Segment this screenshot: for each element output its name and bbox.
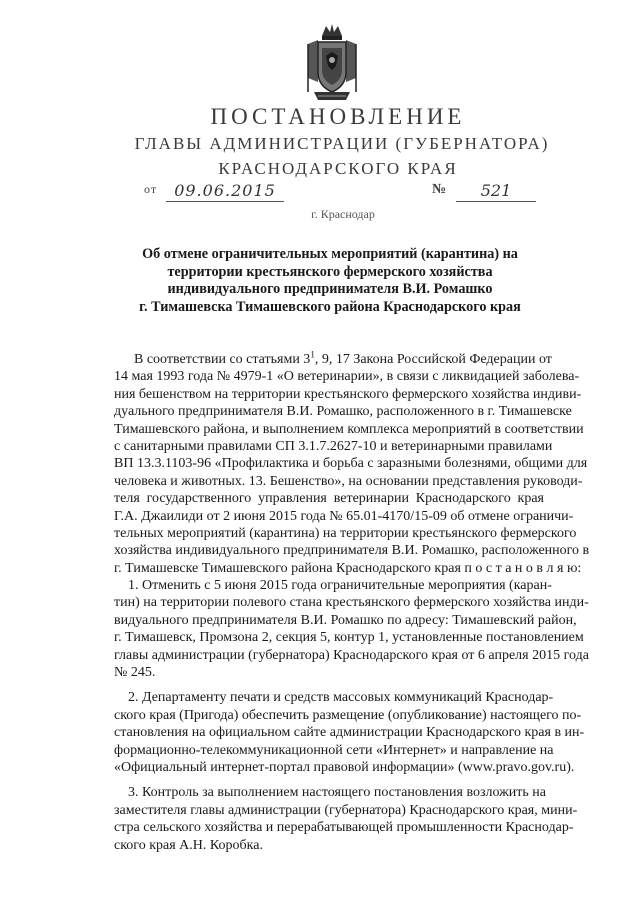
subject-line: индивидуального предпринимателя В.И. Ромашко — [167, 281, 493, 297]
paragraph-text: В соответствии со статьями 3 — [134, 352, 311, 367]
number-value: 521 — [456, 181, 536, 202]
date-label: от — [144, 182, 158, 196]
issuer-line-1: ГЛАВЫ АДМИНИСТРАЦИИ (ГУБЕРНАТОРА) — [134, 134, 550, 153]
paragraph-line: Тимашевского района, и выполнением комплекса мероприятий в соответствии — [114, 421, 584, 437]
issuer-line-2: КРАСНОДАРСКОГО КРАЯ — [218, 159, 458, 178]
paragraph-line: ВП 13.3.1103-96 «Профилактика и борьба с заразными болезнями, общими для — [114, 456, 588, 472]
paragraph-line: хозяйства индивидуального предпринимателя В.И. Ромашко, расположенного в — [114, 543, 590, 559]
paragraph-line: тин) на территории полевого стана крестьянского фермерского хозяйства инди- — [114, 595, 589, 611]
paragraph-line: тельных мероприятий (карантина) на территории крестьянского фермерского — [114, 525, 577, 541]
paragraph-line: заместителя главы администрации (губернатора) Краснодарского края, мини- — [114, 802, 578, 818]
paragraph-line: ния бешенством на территории крестьянского фермерского хозяйства индиви- — [114, 386, 582, 402]
document-subject — [120, 246, 540, 316]
paragraph-line: дуального предпринимателя В.И. Ромашко, расположенного в г. Тимашевске — [114, 404, 572, 420]
document-title: ПОСТАНОВЛЕНИЕ — [210, 104, 466, 129]
paragraph-line: теля государственного управления ветеринарии Краснодарского края — [114, 491, 544, 507]
paragraph-line: Г.А. Джаилиди от 2 июня 2015 года № 65.01-4170/15-09 об отмене ограничи- — [114, 508, 574, 524]
paragraph-line: видуального предпринимателя В.И. Ромашко по адресу: Тимашевский район, — [114, 612, 577, 628]
paragraph-line: с санитарными правилами СП 3.1.7.2627-10 и ветеринарными правилами — [114, 438, 553, 454]
date-value: 09.06.2015 — [166, 181, 284, 202]
paragraph-line: главы администрации (губернатора) Краснодарского края от 6 апреля 2015 года — [114, 647, 589, 663]
paragraph-line: «Официальный интернет-портал правовой информации» (www.pravo.gov.ru). — [114, 759, 575, 775]
city-label: г. Краснодар — [311, 207, 375, 221]
paragraph-line: ского края (Пригода) обеспечить размещение (опубликование) настоящего по- — [114, 707, 582, 723]
subject-line: Об отмене ограничительных мероприятий (карантина) на — [142, 246, 518, 262]
paragraph-line: формационно-телекоммуникационной сети «Интернет» и направление на — [114, 742, 554, 758]
document-body — [114, 349, 590, 854]
paragraph-line — [114, 349, 552, 368]
paragraph-line: становления на официальном сайте администрации Краснодарского края в ин- — [114, 725, 585, 741]
paragraph-line: 1. Отменить с 5 июня 2015 года ограничительные мероприятия (каран- — [128, 578, 552, 594]
paragraph-text: , 9, 17 Закона Российской Федерации от — [314, 352, 552, 367]
number-label: № — [432, 182, 448, 197]
paragraph-line: № 245. — [114, 665, 156, 681]
superscript: 1 — [310, 349, 315, 360]
paragraph-line: 3. Контроль за выполнением настоящего постановления возложить на — [128, 785, 546, 801]
paragraph-line: г. Тимашевск, Промзона 2, секция 5, контур 1, установленные постановлением — [114, 630, 584, 646]
paragraph-line: стра сельского хозяйства и перерабатывающей промышленности Краснодар- — [114, 820, 574, 836]
paragraph-line: человека и животных. 13. Бешенство», на основании представления руководи- — [114, 473, 583, 489]
paragraph-line: г. Тимашевске Тимашевского района Краснодарского края п о с т а н о в л я ю: — [114, 560, 582, 576]
coat-of-arms-icon — [300, 22, 364, 104]
subject-line: г. Тимашевска Тимашевского района Краснодарского края — [139, 298, 521, 315]
paragraph-line: ского края А.Н. Коробка. — [114, 837, 263, 853]
paragraph-line: 2. Департаменту печати и средств массовых коммуникаций Краснодар- — [128, 690, 554, 706]
subject-line: территории крестьянского фермерского хозяйства — [167, 263, 493, 280]
paragraph-line: 14 мая 1993 года № 4979-1 «О ветеринарии», в связи с ликвидацией заболева- — [114, 369, 580, 385]
